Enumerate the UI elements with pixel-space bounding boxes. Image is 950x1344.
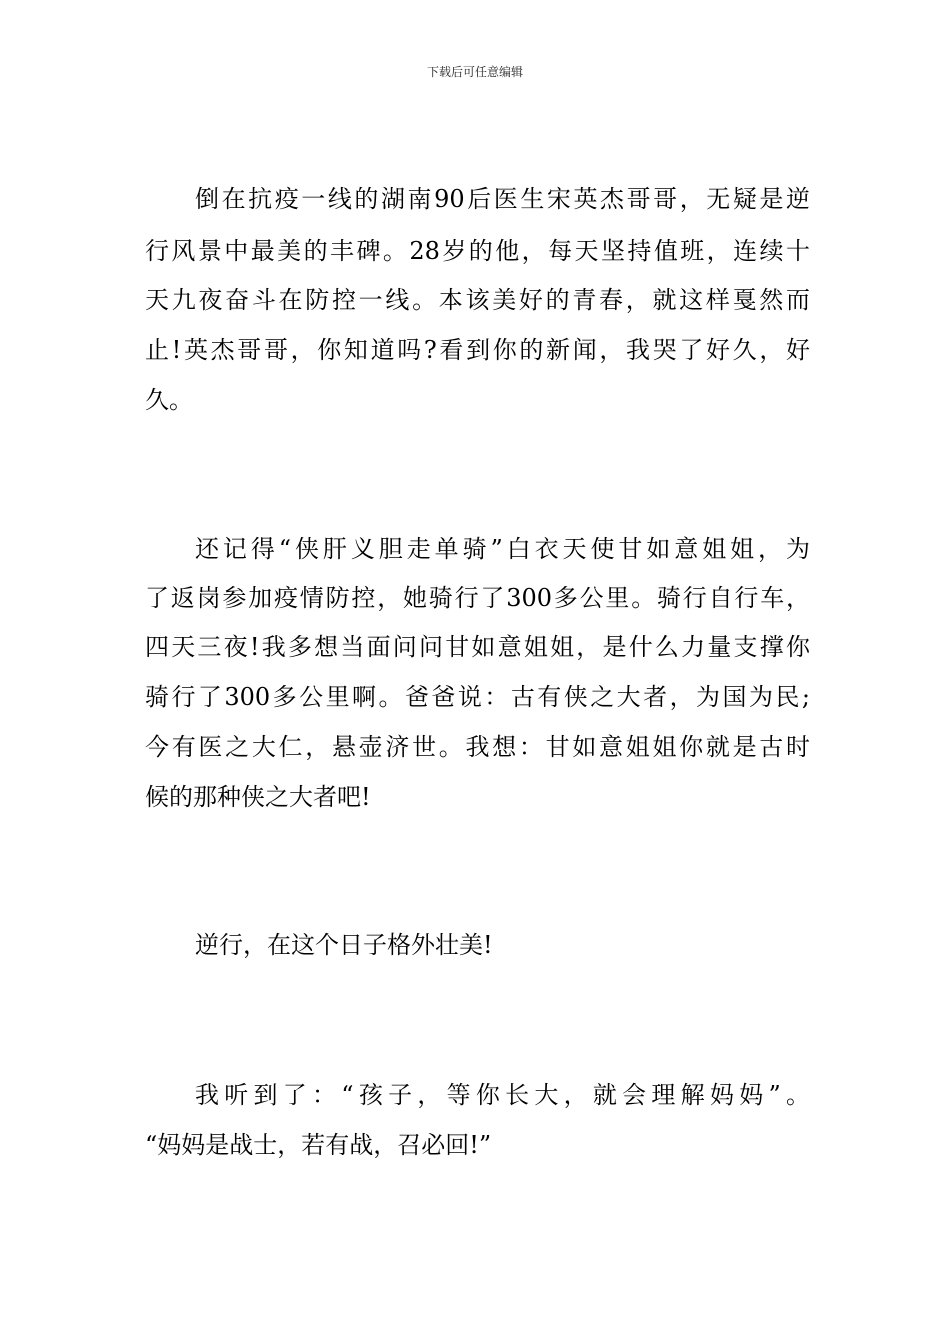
paragraph-line: 我听到了：“孩子，等你长大，就会理解妈妈”。 xyxy=(195,1081,810,1109)
paragraph-line: 四天三夜!我多想当面问问甘如意姐姐，是什么力量支撑你 xyxy=(145,633,810,661)
paragraph-line: 止!英杰哥哥，你知道吗?看到你的新闻，我哭了好久，好 xyxy=(145,336,810,364)
paragraph-line: 天九夜奋斗在防控一线。本该美好的青春，就这样戛然而 xyxy=(145,286,810,314)
paragraph-line: 还记得“侠肝义胆走单骑”白衣天使甘如意姐姐，为 xyxy=(195,535,810,563)
paragraph-line: “妈妈是战士，若有战，召必回!” xyxy=(145,1131,492,1159)
paragraph-line: 倒在抗疫一线的湖南90后医生宋英杰哥哥，无疑是逆 xyxy=(195,185,810,213)
paragraph-line: 候的那种侠之大者吧! xyxy=(145,783,371,811)
page-header: 下载后可任意编辑 xyxy=(426,65,523,79)
paragraph-line: 今有医之大仁，悬壶济世。我想：甘如意姐姐你就是古时 xyxy=(145,733,810,761)
paragraph-line: 久。 xyxy=(145,386,193,414)
paragraph-line: 逆行，在这个日子格外壮美! xyxy=(195,931,493,959)
paragraph-line: 了返岗参加疫情防控，她骑行了300多公里。骑行自行车， xyxy=(145,584,810,612)
paragraph-line: 行风景中最美的丰碑。28岁的他，每天坚持值班，连续十 xyxy=(145,237,810,265)
paragraph-line: 骑行了300多公里啊。爸爸说：古有侠之大者，为国为民; xyxy=(145,683,810,711)
